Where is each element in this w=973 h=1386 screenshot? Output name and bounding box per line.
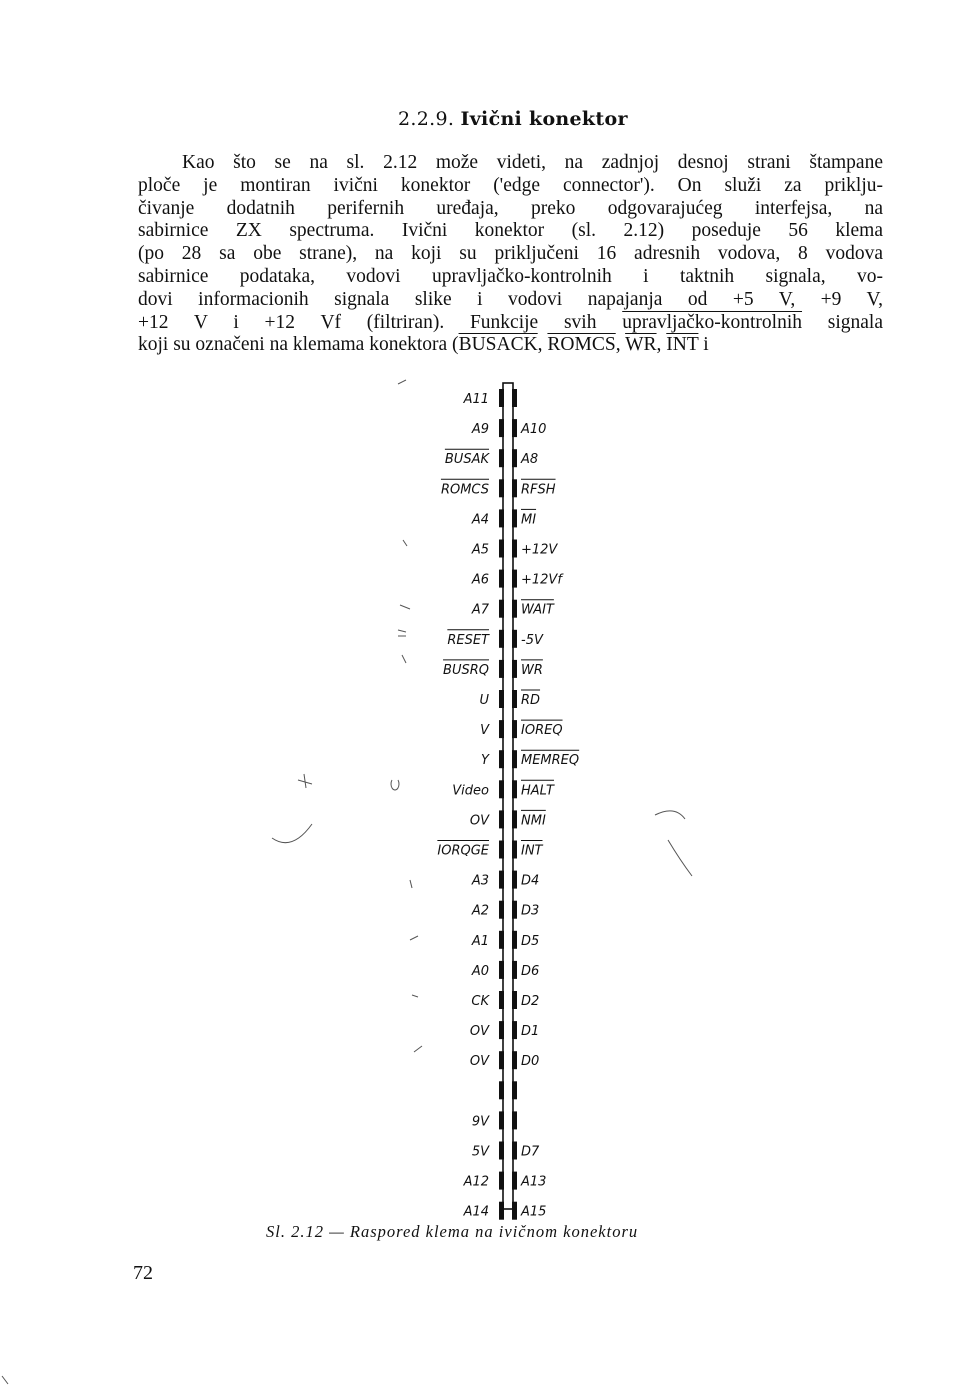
- paragraph-text: upravljačko-kontrolnih: [622, 311, 803, 333]
- pin-label-left: A1: [471, 933, 489, 949]
- pin-label-left: BUSRQ: [443, 662, 489, 678]
- connector-pins: [437, 389, 579, 1220]
- connector-pin-right: [512, 630, 517, 648]
- connector-pin-right: [512, 720, 517, 738]
- pin-label-left: A6: [471, 572, 489, 588]
- pin-label-right: WAIT: [521, 602, 554, 618]
- connector-pin-left: [499, 1021, 504, 1039]
- pin-label-left: 9V: [471, 1114, 489, 1130]
- connector-pin-left: [499, 871, 504, 889]
- pin-label-right: INT: [521, 843, 543, 859]
- connector-pin-left: [499, 660, 504, 678]
- pin-label-right: -5V: [521, 632, 543, 648]
- pin-label-right: D4: [521, 873, 540, 889]
- connector-pin-right: [512, 449, 517, 467]
- paragraph-text: ,: [656, 334, 667, 356]
- paragraph-text: (po 28 sa obe strane), na koji su priključeni 16 adresnih vodova, 8 vodova: [138, 243, 883, 265]
- pin-label-left: A4: [471, 512, 489, 528]
- pin-label-left: A0: [471, 963, 489, 979]
- pin-label-left: ROMCS: [440, 482, 489, 498]
- connector-pin-right: [512, 931, 517, 949]
- paragraph-text: Kao što se na sl. 2.12 može videti, na zadnjoj desnoj strani štampane: [182, 152, 883, 173]
- connector-pin-left: [499, 570, 504, 588]
- connector-pin-left: [499, 901, 504, 919]
- pin-label-left: V: [480, 723, 489, 739]
- connector-pin-right: [512, 901, 517, 919]
- connector-pin-left: [499, 389, 504, 407]
- paragraph-text: ROMCS: [547, 334, 616, 356]
- paragraph-text: i: [698, 334, 709, 356]
- connector-pin-right: [512, 1142, 517, 1160]
- pin-label-left: A7: [471, 602, 489, 618]
- connector-pin-left: [499, 720, 504, 738]
- paragraph-text: ploče je montiran ivični konektor ('edge connector'). On služi za priklju-: [138, 174, 883, 196]
- connector-pin-right: [512, 1051, 517, 1069]
- pin-label-left: OV: [469, 813, 489, 829]
- pin-label-right: WR: [521, 662, 543, 678]
- pin-label-left: 5V: [471, 1144, 489, 1160]
- pin-label-right: D5: [521, 933, 540, 949]
- connector-pin-right: [512, 419, 517, 437]
- figure-caption: Sl. 2.12 — Raspored klema na ivičnom konektoru: [266, 1222, 639, 1241]
- paragraph-text: signala: [802, 311, 884, 333]
- pin-label-right: D1: [521, 1024, 540, 1040]
- pin-label-right: D3: [521, 903, 540, 919]
- pin-label-right: A8: [521, 452, 539, 468]
- connector-pin-right: [512, 841, 517, 859]
- pin-label-right: D0: [521, 1054, 540, 1070]
- connector-pin-right: [512, 540, 517, 558]
- section-title: Ivični konektor: [460, 108, 628, 130]
- pin-label-right: IOREQ: [521, 723, 563, 739]
- connector-pin-left: [499, 509, 504, 527]
- connector-pin-left: [499, 419, 504, 437]
- connector-pin-right: [512, 1111, 517, 1129]
- connector-pin-right: [512, 1172, 517, 1190]
- pin-label-left: A14: [463, 1204, 489, 1220]
- pin-label-right: MEMREQ: [521, 753, 580, 769]
- connector-pin-right: [512, 1081, 517, 1099]
- pin-label-right: RD: [521, 693, 541, 708]
- paragraph-text: BUSACK: [458, 334, 538, 356]
- connector-pin-right: [512, 780, 517, 798]
- connector-pin-left: [499, 449, 504, 467]
- connector-pin-right: [512, 600, 517, 618]
- paragraph-text: ,: [537, 334, 548, 356]
- pin-label-left: U: [479, 693, 489, 708]
- connector-pin-right: [512, 389, 517, 407]
- pin-label-left: Video: [452, 783, 489, 799]
- connector-pin-left: [499, 540, 504, 558]
- paragraph-text: +12 V i +12 Vf (filtriran). Funkcije svih: [138, 311, 623, 333]
- pin-label-left: OV: [469, 1054, 489, 1070]
- connector-pin-left: [499, 1202, 504, 1220]
- connector-pin-right: [512, 750, 517, 768]
- connector-pin-right: [512, 871, 517, 889]
- connector-pin-left: [499, 1081, 504, 1099]
- connector-pin-left: [499, 931, 504, 949]
- connector-pin-left: [499, 690, 504, 708]
- connector-pin-left: [499, 479, 504, 497]
- pin-label-right: A15: [521, 1204, 547, 1220]
- pin-label-right: MI: [521, 512, 537, 528]
- paragraph-text: čivanje dodatnih perifernih uređaja, preko odgovarajućeg interfejsa, na: [138, 197, 883, 219]
- pin-label-left: A2: [471, 903, 489, 919]
- paragraph-text: $\overline{INT}$: [666, 334, 699, 356]
- connector-pin-left: [499, 780, 504, 798]
- pin-label-left: BUSAK: [444, 452, 489, 468]
- pin-label-left: A12: [463, 1174, 489, 1190]
- connector-pin-right: [512, 991, 517, 1009]
- section-number: 2.2.9.: [398, 108, 455, 130]
- connector-pin-right: [512, 810, 517, 828]
- connector-pin-left: [499, 841, 504, 859]
- pin-label-right: D2: [521, 994, 540, 1009]
- pin-label-right: HALT: [521, 783, 554, 799]
- connector-pin-right: [512, 961, 517, 979]
- connector-pin-right: [512, 570, 517, 588]
- connector-pin-left: [499, 1172, 504, 1190]
- connector-pin-left: [499, 750, 504, 768]
- connector-pin-right: [512, 479, 517, 497]
- connector-pin-left: [499, 810, 504, 828]
- paragraph-text: sabirnice podataka, vodovi upravljačko-kontrolnih i taktnih signala, vo-: [138, 265, 883, 287]
- pin-label-left: A5: [471, 542, 489, 558]
- connector-pin-right: [512, 509, 517, 527]
- connector-pin-right: [512, 660, 517, 678]
- pin-label-left: A9: [471, 422, 489, 438]
- pin-label-left: RESET: [447, 632, 489, 648]
- connector-pin-left: [499, 600, 504, 618]
- connector-pin-left: [499, 1051, 504, 1069]
- connector-pin-left: [499, 1111, 504, 1129]
- connector-pin-left: [499, 961, 504, 979]
- connector-pin-left: [499, 991, 504, 1009]
- pin-label-right: D7: [521, 1144, 540, 1160]
- connector-pin-left: [499, 630, 504, 648]
- connector-board: [503, 383, 513, 1209]
- pin-label-right: +12V: [521, 542, 558, 558]
- pin-label-right: A10: [521, 422, 547, 438]
- paragraph-text: dovi informacionih signala slike i vodovi napajanja od +5 V, +9 V,: [138, 288, 883, 310]
- pin-label-left: OV: [469, 1024, 489, 1040]
- pin-label-right: +12Vf: [521, 572, 562, 588]
- connector-pin-right: [512, 690, 517, 708]
- paragraph-text: ,: [615, 334, 626, 356]
- pin-label-right: NMI: [521, 813, 546, 829]
- connector-pin-right: [512, 1021, 517, 1039]
- connector-pin-left: [499, 1142, 504, 1160]
- pin-label-left: A11: [463, 392, 489, 407]
- connector-pin-right: [512, 1202, 517, 1220]
- pin-label-left: CK: [471, 994, 489, 1009]
- paragraph-text: sabirnice ZX spectruma. Ivični konektor (sl. 2.12) poseduje 56 klema: [138, 220, 883, 242]
- pin-label-right: A13: [521, 1174, 547, 1190]
- page-number: 72: [133, 1262, 153, 1284]
- pin-label-left: A3: [471, 873, 489, 889]
- paragraph-text: $\overline{WR}$: [625, 334, 657, 356]
- pin-label-right: D6: [521, 963, 540, 979]
- pin-label-left: IORQGE: [437, 843, 489, 859]
- pin-label-left: Y: [481, 753, 489, 769]
- pin-label-right: RFSH: [521, 482, 556, 498]
- paragraph-text: koji su označeni na klemama konektora (: [138, 334, 459, 356]
